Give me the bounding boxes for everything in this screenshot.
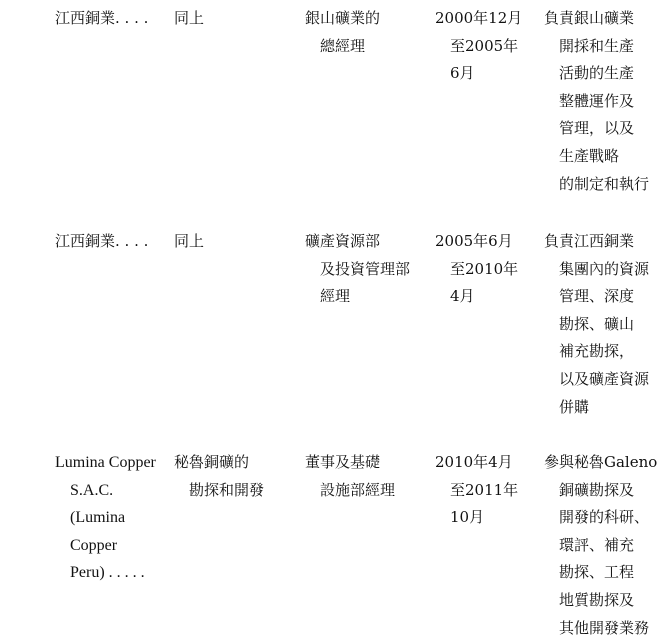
company-line: 江西銅業. . . . xyxy=(55,232,149,250)
company-line: Lumina Copper xyxy=(55,454,156,471)
business-cell xyxy=(174,449,264,504)
duties-line: 補充勘探， xyxy=(559,342,635,361)
business-line: 同上 xyxy=(174,9,205,27)
duties-line: 開採和生產 xyxy=(559,36,635,55)
period-line: 4月 xyxy=(450,287,475,306)
duties-line: 管理、深度 xyxy=(559,287,635,306)
duties-line: 負責銀山礦業 xyxy=(544,9,635,27)
company-cell xyxy=(55,228,148,256)
company-cell xyxy=(55,5,148,33)
duties-line: 活動的生產 xyxy=(559,64,635,83)
duties-line: 銅礦勘探及 xyxy=(559,480,635,499)
duties-line: 併購 xyxy=(559,397,590,416)
duties-line: 管理，以及 xyxy=(559,119,635,138)
business-cell xyxy=(174,5,204,33)
duties-line: 勘探、礦山 xyxy=(559,314,635,333)
business-cell xyxy=(174,228,204,256)
duties-line: 整體運作及 xyxy=(559,91,635,110)
period-line: 2010年4月 xyxy=(435,453,513,471)
position-cell xyxy=(305,228,410,311)
duties-line: 的制定和執行 xyxy=(559,174,650,193)
company-line: 江西銅業. . . . xyxy=(55,9,149,27)
business-line: 勘探和開發 xyxy=(189,480,265,499)
company-line: S.A.C. xyxy=(70,481,114,499)
period-cell xyxy=(435,449,518,532)
position-line: 總經理 xyxy=(320,36,366,55)
company-line: Peru) . . . . . xyxy=(70,564,145,582)
period-line: 2000年12月 xyxy=(435,9,523,27)
period-line: 至2005年 xyxy=(450,36,519,55)
period-line: 2005年6月 xyxy=(435,232,513,250)
duties-line: 以及礦產資源 xyxy=(559,369,650,388)
position-line: 及投資管理部 xyxy=(320,259,411,278)
period-line: 至2011年 xyxy=(450,480,519,499)
company-line: (Lumina xyxy=(70,509,126,527)
position-line: 經理 xyxy=(320,287,351,306)
duties-cell xyxy=(544,228,649,421)
duties-cell xyxy=(544,449,657,642)
duties-line: 參與秘魯Galeno xyxy=(544,453,658,471)
position-cell xyxy=(305,449,395,504)
period-line: 至2010年 xyxy=(450,259,519,278)
duties-line: 生產戰略 xyxy=(559,146,620,165)
duties-line: 環評、補充 xyxy=(559,535,635,554)
position-line: 設施部經理 xyxy=(320,480,396,499)
duties-line: 地質勘探及 xyxy=(559,590,635,609)
business-line: 同上 xyxy=(174,232,205,250)
position-line: 董事及基礎 xyxy=(305,453,381,471)
duties-line: 負責江西銅業 xyxy=(544,232,635,250)
period-line: 6月 xyxy=(450,64,475,83)
position-cell xyxy=(305,5,380,60)
duties-line: 其他開發業務 xyxy=(559,618,650,637)
period-cell xyxy=(435,5,522,88)
duties-cell xyxy=(544,5,649,198)
position-line: 礦產資源部 xyxy=(305,232,381,250)
period-cell xyxy=(435,228,518,311)
duties-line: 集團內的資源 xyxy=(559,259,650,278)
company-line: Copper xyxy=(70,536,118,554)
business-line: 秘魯銅礦的 xyxy=(174,453,250,471)
period-line: 10月 xyxy=(450,508,485,527)
duties-line: 開發的科研、 xyxy=(559,508,650,527)
company-cell xyxy=(55,449,156,587)
duties-line: 勘探、工程 xyxy=(559,563,635,582)
position-line: 銀山礦業的 xyxy=(305,9,381,27)
